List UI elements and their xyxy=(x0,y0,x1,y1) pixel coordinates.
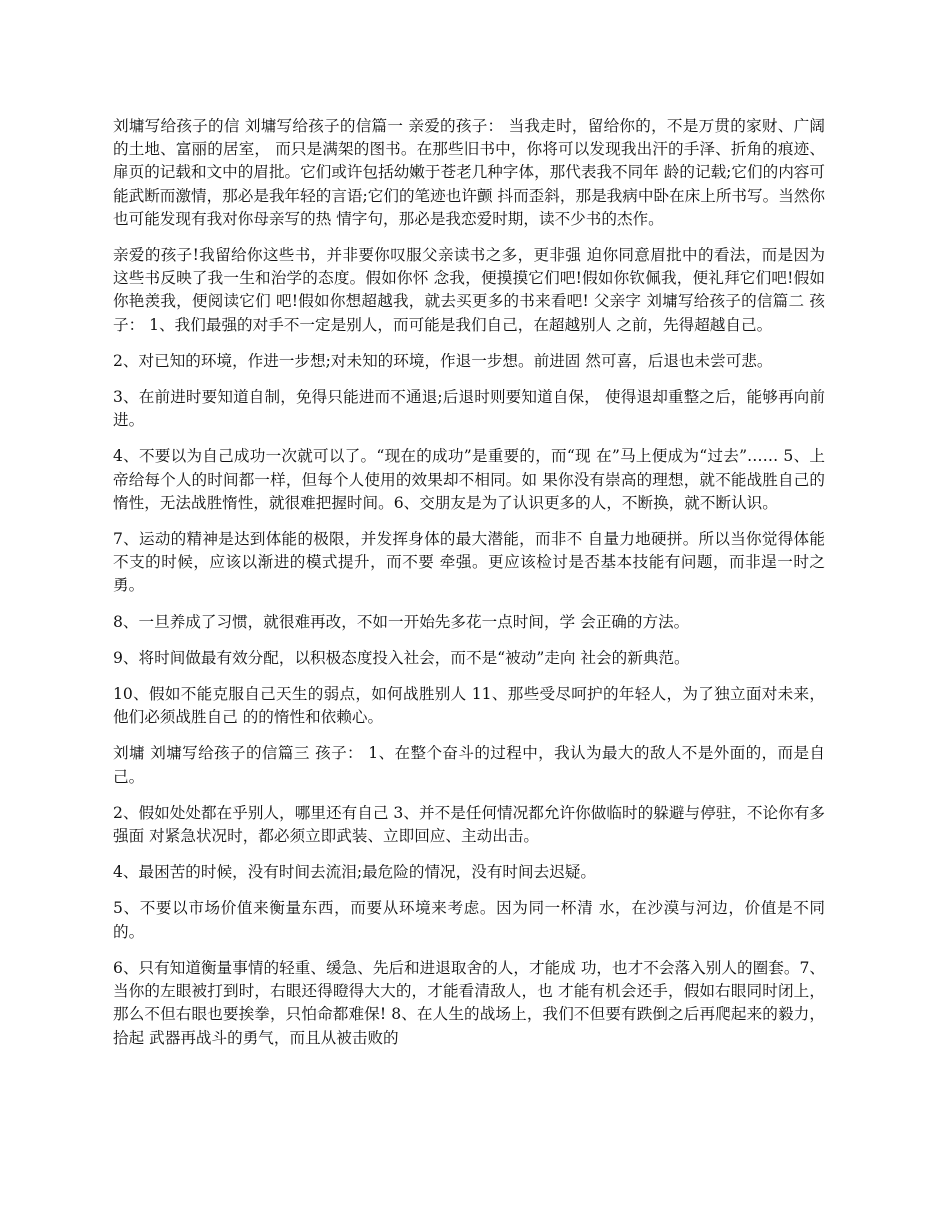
paragraph-14: 6、只有知道衡量事情的轻重、缓急、先后和进退取舍的人，才能成 功，也才不会落入别人的圈套。7、当你的左眼被打到时，右眼还得瞪得大大的，才能看清敌人，也 才能有机会还手，假如右眼同时闭上，那么不但右眼也要挨拳，只怕命都难保! 8、在人生的战场上，我们不但要有跌倒之后再爬起来的毅力，拾起 武器再战斗的勇气，而且从被击败的 xyxy=(113,958,825,1047)
paragraph-9: 10、假如不能克服自己天生的弱点，如何战胜别人 11、那些受尽呵护的年轻人，为了独立面对未来，他们必须战胜自己 的的惰性和依赖心。 xyxy=(113,685,825,727)
document-page xyxy=(113,115,825,1063)
paragraph-8: 9、将时间做最有效分配，以积极态度投入社会，而不是“被动”走向 社会的新典范。 xyxy=(113,648,690,667)
paragraph-11: 2、假如处处都在乎别人，哪里还有自己 3、并不是任何情况都允许你做临时的躲避与停驻，不论你有多强面 对紧急状况时，都必须立即武装、立即回应、主动出击。 xyxy=(113,803,825,846)
paragraph-3: 2、对已知的环境，作进一步想;对未知的环境，作退一步想。前进固 然可喜，后退也未尝可悲。 xyxy=(113,351,773,370)
paragraph-10: 刘墉 刘墉写给孩子的信篇三 孩子： 1、在整个奋斗的过程中，我认为最大的敌人不是外面的，而是自己。 xyxy=(113,744,825,786)
paragraph-6: 7、运动的精神是达到体能的极限，并发挥身体的最大潜能，而非不 自量力地硬拼。所以当你觉得体能不支的时候，应该以渐进的模式提升，而不要 牵强。更应该检讨是否基本技能有问题，而非逞一时之勇。 xyxy=(113,530,825,595)
paragraph-1: 刘墉写给孩子的信 刘墉写给孩子的信篇一 亲爱的孩子： 当我走时，留给你的，不是万贯的家财、广阔的土地、富丽的居室， 而只是满架的图书。在那些旧书中，你将可以发现我出汗的手泽、折角的痕迹、 扉页的记载和文中的眉批。它们或许包括幼嫩于苍老几种字体，那代表我不同年 龄的记载;它们的内容可能武断而激情，那必是我年轻的言语;它们的笔迹也许颤 抖而歪斜，那是我病中卧在床上所书写。当然你也可能发现有我对你母亲写的热 情字句，那必是我恋爱时期，读不少书的杰作。 xyxy=(113,117,825,228)
paragraph-4: 3、在前进时要知道自制，免得只能进而不通退;后退时则要知道自保， 使得退却重整之后，能够再向前进。 xyxy=(113,388,825,430)
paragraph-2: 亲爱的孩子!我留给你这些书，并非要你叹服父亲读书之多，更非强 迫你同意眉批中的看法，而是因为这些书反映了我一生和治学的态度。假如你怀 念我，便摸摸它们吧!假如你钦佩我，便礼拜它们吧!假如你艳羡我，便阅读它们 吧!假如你想超越我，就去买更多的书来看吧! 父亲字 刘墉写给孩子的信篇二 孩子： 1、我们最强的对手不一定是别人，而可能是我们自己，在超越别人 之前，先得超越自己。 xyxy=(113,246,825,334)
paragraph-13: 5、不要以市场价值来衡量东西，而要从环境来考虑。因为同一杯清 水，在沙漠与河边，价值是不同的。 xyxy=(113,899,825,941)
paragraph-7: 8、一旦养成了习惯，就很难再改，不如一开始先多花一点时间，学 会正确的方法。 xyxy=(113,612,690,631)
paragraph-12: 4、最困苦的时候，没有时间去流泪;最危险的情况，没有时间去迟疑。 xyxy=(113,863,596,882)
paragraph-5: 4、不要以为自己成功一次就可以了。“现在的成功”是重要的，而“现 在”马上便成为“过去”…… 5、上帝给每个人的时间都一样，但每个人使用的效果却不相同。如 果你没有崇高的理想，就不能战胜自己的惰性，无法战胜惰性，就很难把握时间。6、交朋友是为了认识更多的人，不断换，就不断认识。 xyxy=(113,447,825,512)
